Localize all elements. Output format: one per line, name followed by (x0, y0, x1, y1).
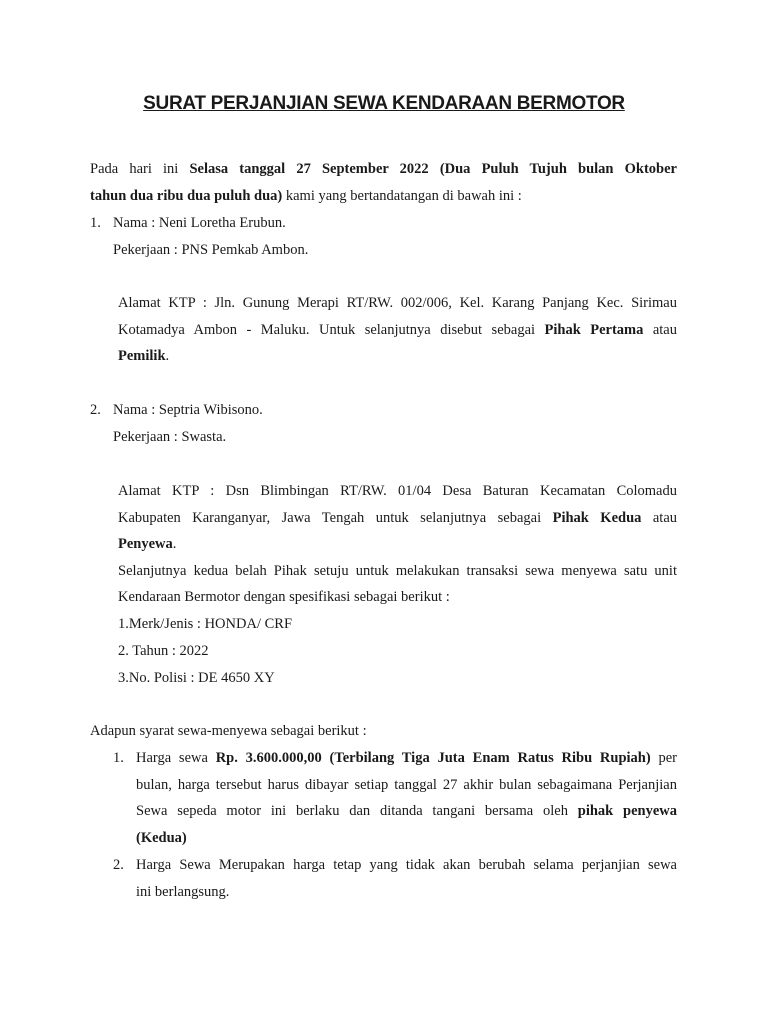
intro-tanggal: tanggal (239, 161, 286, 177)
spec-merk: 1.Merk/Jenis : HONDA/ CRF (118, 616, 293, 632)
transaction-line-1: Selanjutnya kedua belah Pihak setuju untuk melakukan transaksi sewa menyewa satu unit (118, 563, 677, 579)
intro-text: Pada hari ini (90, 161, 179, 177)
spec-tahun: 2. Tahun : 2022 (118, 643, 209, 659)
term2-line-2: ini berlangsung. (136, 884, 230, 900)
term1-kedua: (Kedua) (136, 830, 187, 846)
intro-line-2 (90, 186, 522, 206)
party1-address-1: Alamat KTP : Jln. Gunung Merapi RT/RW. 002/006, Kel. Karang Panjang Kec. Sirimau (118, 295, 677, 311)
party2-period: . (172, 536, 177, 552)
intro-date-words: tahun dua ribu dua puluh dua) (90, 188, 283, 204)
term1-line-3 (136, 801, 677, 821)
party1-address-2 (118, 320, 677, 340)
term2-number: 2. (113, 857, 124, 873)
party1-atau: atau (652, 322, 677, 338)
term1-per: per (658, 750, 677, 766)
party1-period: . (165, 348, 170, 364)
transaction-line-2: Kendaraan Bermotor dengan spesifikasi sebagai berikut : (118, 589, 450, 605)
party1-role: Pihak Pertama (544, 322, 644, 338)
spec-polisi: 3.No. Polisi : DE 4650 XY (118, 670, 275, 686)
party1-address-text: Kotamadya Ambon - Maluku. Untuk selanjutnya disebut sebagai (118, 322, 536, 338)
party2-address-text: Kabupaten Karanganyar, Jawa Tengah untuk selanjutnya sebagai (118, 510, 542, 526)
party2-address-1: Alamat KTP : Dsn Blimbingan RT/RW. 01/04 Desa Baturan Kecamatan Colomadu (118, 483, 677, 499)
term1-number: 1. (113, 750, 124, 766)
party2-atau: atau (652, 510, 678, 526)
party2-address-2 (118, 508, 677, 528)
party2-address-3 (118, 534, 176, 554)
party2-job: Pekerjaan : Swasta. (113, 429, 227, 445)
party1-alias: Pemilik (118, 348, 166, 364)
term1-price: Rp. 3.600.000,00 (Terbilang Tiga Juta Enam Ratus Ribu Rupiah) (215, 750, 651, 766)
term1-text-3: Sewa sepeda motor ini berlaku dan ditanda tangani bersama oleh (136, 803, 568, 819)
term1-text: Harga sewa (136, 750, 208, 766)
party2-role: Pihak Kedua (552, 510, 642, 526)
party2-number: 2. (90, 402, 101, 418)
term1-line-1 (136, 748, 677, 768)
party2-name: Nama : Septria Wibisono. (113, 402, 263, 418)
term1-line-2: bulan, harga tersebut harus dibayar setiap tanggal 27 akhir bulan sebagaimana Perjanjian (136, 777, 677, 793)
document-title: SURAT PERJANJIAN SEWA KENDARAAN BERMOTOR (143, 93, 625, 114)
intro-text-2: kami yang bertandatangan di bawah ini : (285, 188, 522, 204)
party1-name: Nama : Neni Loretha Erubun. (113, 215, 286, 231)
intro-line-1 (90, 159, 677, 179)
party1-number: 1. (90, 215, 101, 231)
term2-line-1: Harga Sewa Merupakan harga tetap yang tidak akan berubah selama perjanjian sewa (136, 857, 677, 873)
term1-penyewa: pihak penyewa (577, 803, 677, 819)
party2-alias: Penyewa (118, 536, 173, 552)
intro-date: 27 September 2022 (Dua Puluh Tujuh bulan Oktober (296, 161, 677, 177)
party1-job: Pekerjaan : PNS Pemkab Ambon. (113, 242, 309, 258)
intro-day: Selasa (189, 161, 229, 177)
terms-heading: Adapun syarat sewa-menyewa sebagai berikut : (90, 723, 367, 739)
party1-address-3 (118, 346, 169, 366)
term1-line-4 (136, 828, 187, 848)
